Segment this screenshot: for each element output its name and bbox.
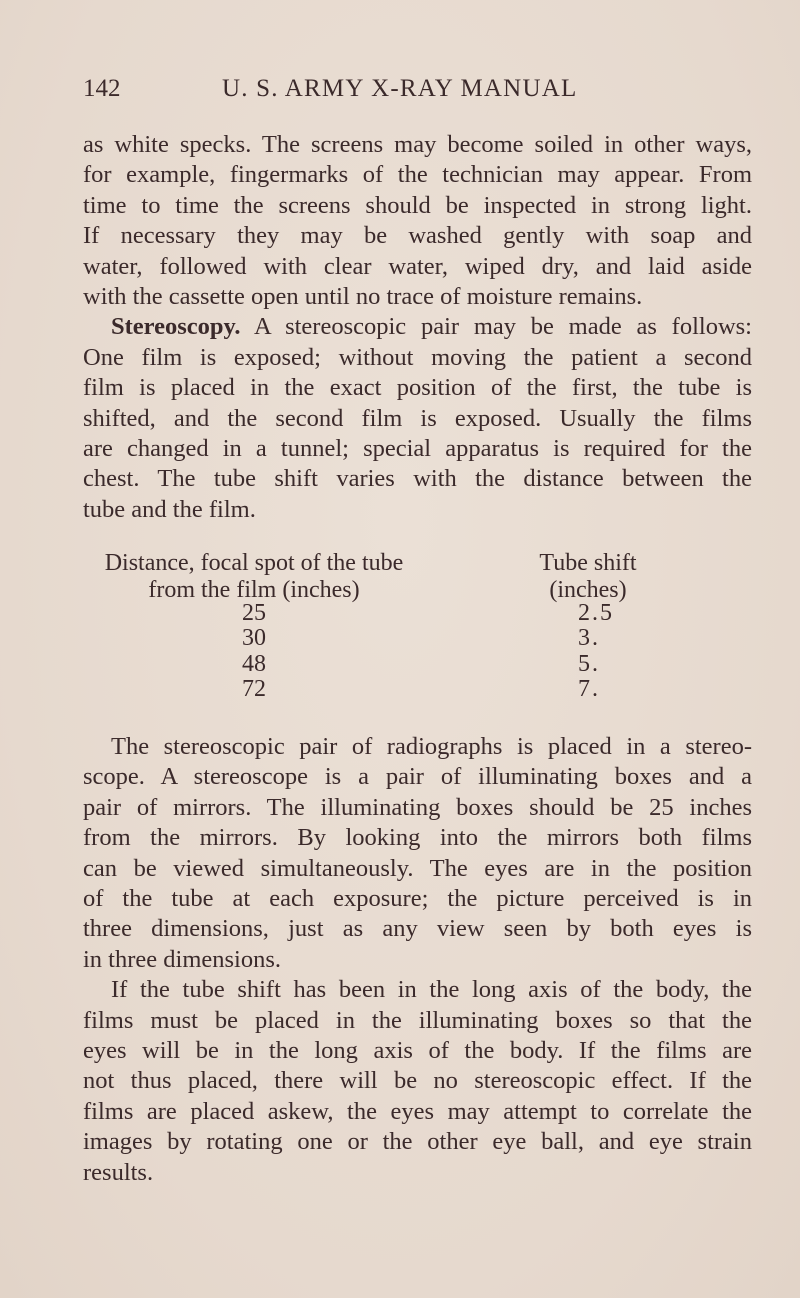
text-line: eyes will be in the long axis of the body. If the films are (83, 1037, 752, 1064)
text-line: for example, fingermarks of the technician may appear. From (83, 161, 752, 189)
text-line: of the tube at each exposure; the picture perceived is in (83, 885, 752, 912)
text-line: time to time the screens should be inspected in strong light. (83, 191, 752, 219)
text-line: One film is exposed; without moving the patient a second (83, 343, 752, 371)
table-cell-shift: 7. (578, 675, 600, 702)
text-line: If the tube shift has been in the long axis of the body, the (111, 976, 752, 1004)
table-cell-distance: 72 (242, 675, 266, 702)
text-line: can be viewed simultaneously. The eyes are in the position (83, 854, 752, 882)
text-line: chest. The tube shift varies with the distance between the (83, 465, 752, 493)
text-line: as white specks. The screens may become soiled in other ways, (83, 131, 752, 158)
text-line: not thus placed, there will be no stereoscopic effect. If the (83, 1067, 752, 1095)
running-header-title: U. S. ARMY X-RAY MANUAL (222, 75, 578, 102)
page-number: 142 (83, 75, 121, 102)
text-line: films must be placed in the illuminating boxes so that the (83, 1006, 752, 1034)
text-line: tube and the film. (83, 495, 256, 523)
text-line: results. (83, 1158, 154, 1186)
text-line: The stereoscopic pair of radiographs is placed in a stereo- (111, 733, 752, 760)
table-cell-shift: 5. (578, 650, 600, 677)
table-cell-shift: 3. (578, 625, 600, 652)
table-column-header: from the film (inches) (148, 577, 360, 603)
table-column-header: (inches) (549, 577, 627, 603)
text-line: If necessary they may be washed gently with soap and (83, 222, 752, 250)
table-column-header: Tube shift (539, 550, 637, 576)
text-line: pair of mirrors. The illuminating boxes should be 25 inches (83, 793, 752, 821)
text-line: scope. A stereoscope is a pair of illuminating boxes and a (83, 763, 752, 791)
text-line: images by rotating one or the other eye ball, and eye strain (83, 1128, 752, 1156)
table-column-header: Distance, focal spot of the tube (104, 550, 404, 576)
table-cell-distance: 25 (242, 600, 266, 626)
text-line: water, followed with clear water, wiped dry, and laid aside (83, 252, 752, 280)
text-line: shifted, and the second film is exposed. Usually the films (83, 404, 752, 432)
text-line-content: A stereoscopic pair may be made as follows: (253, 313, 752, 341)
table-cell-distance: 48 (242, 650, 266, 677)
text-line: three dimensions, just as any view seen by both eyes is (83, 915, 752, 943)
table-cell-shift: 2.5 (578, 600, 614, 626)
text-line (111, 312, 752, 342)
text-line: films are placed askew, the eyes may attempt to correlate the (83, 1097, 752, 1125)
text-line: film is placed in the exact position of the first, the tube is (83, 374, 752, 402)
text-line: are changed in a tunnel; special apparatus is required for the (83, 435, 752, 462)
section-heading-stereoscopy: Stereoscopy. (111, 313, 241, 341)
text-line: with the cassette open until no trace of moisture remains. (83, 283, 643, 310)
text-line: from the mirrors. By looking into the mirrors both films (83, 824, 752, 852)
text-line: in three dimensions. (83, 945, 282, 973)
table-cell-distance: 30 (242, 625, 266, 652)
